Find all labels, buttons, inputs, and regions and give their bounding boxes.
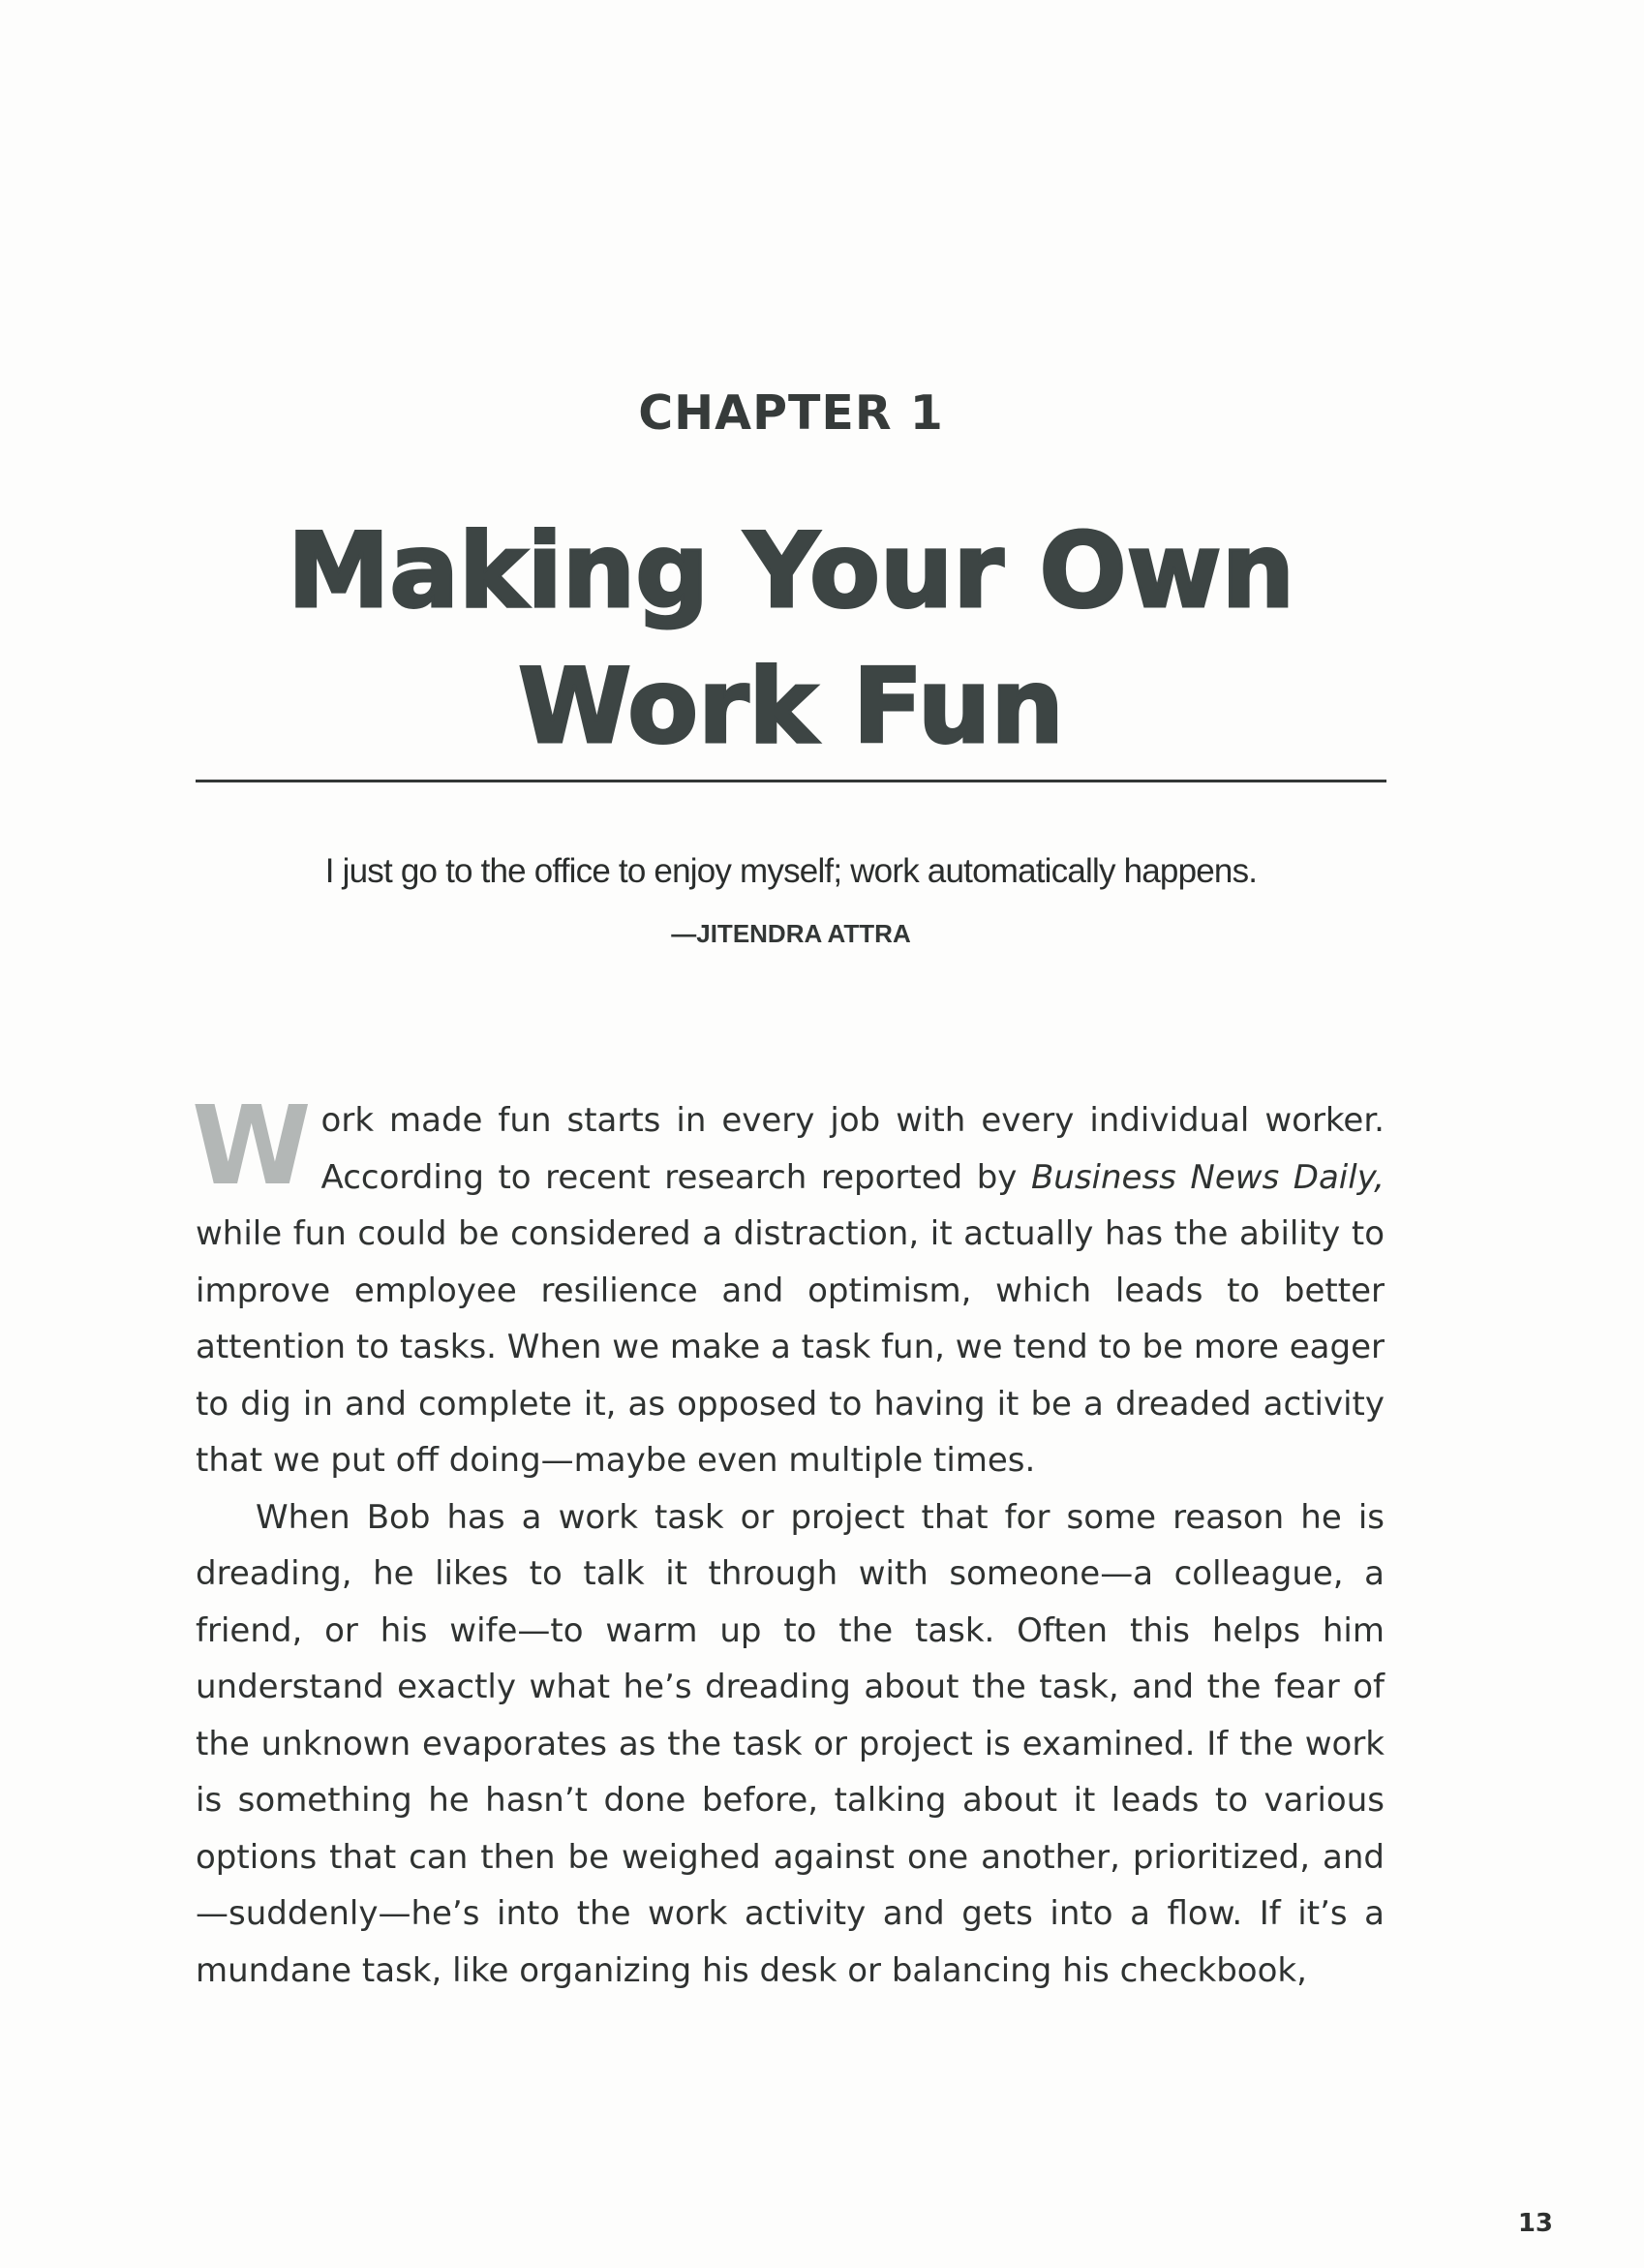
- chapter-title-line-1: Making Your Own: [287, 511, 1295, 630]
- chapter-title-line-2: Work Fun: [518, 647, 1064, 766]
- publication-title: Business News Daily,: [1030, 1157, 1385, 1197]
- title-divider: [196, 780, 1386, 782]
- paragraph-2: When Bob has a work task or project that for some reason he is dreading, he likes to talk it through with someone—a colleague, a friend, or his wife—to warm up to the task. Often this helps him understand exactly what he’s dreading about the task, and the fear of the unknown evaporates as the task or project is examined. If the work is something he hasn’t done before, talking about it leads to various options that can then be weighed against one another, prioritized, and—suddenly—he’s into the work activity and gets into a flow. If it’s a mundane task, like organizing his desk or balancing his checkbook,: [196, 1497, 1385, 1990]
- epigraph-quote: I just go to the office to enjoy myself; work automatically happens.: [324, 852, 1258, 890]
- page-number: 13: [1517, 2209, 1553, 2238]
- chapter-title: [0, 504, 1582, 775]
- paragraph-1-text-a: ork made fun starts in every job with every individual worker. According to recent research reported by: [320, 1101, 1385, 1197]
- drop-cap: W: [192, 1084, 312, 1210]
- paragraph-1-text-b: while fun could be considered a distraction, it actually has the ability to improve employee resilience and optimism, which leads to better attention to tasks. When we make a task fun, we tend to be more eager to dig in and complete it, as opposed to having it be a dreaded activity that we put off doing—maybe even multiple times.: [196, 1214, 1385, 1480]
- chapter-label: CHAPTER 1: [638, 385, 944, 441]
- epigraph-attribution: —JITENDRA ATTRA: [671, 919, 911, 948]
- body-text: [192, 1084, 1385, 1999]
- paragraph-1: [192, 1084, 1385, 1489]
